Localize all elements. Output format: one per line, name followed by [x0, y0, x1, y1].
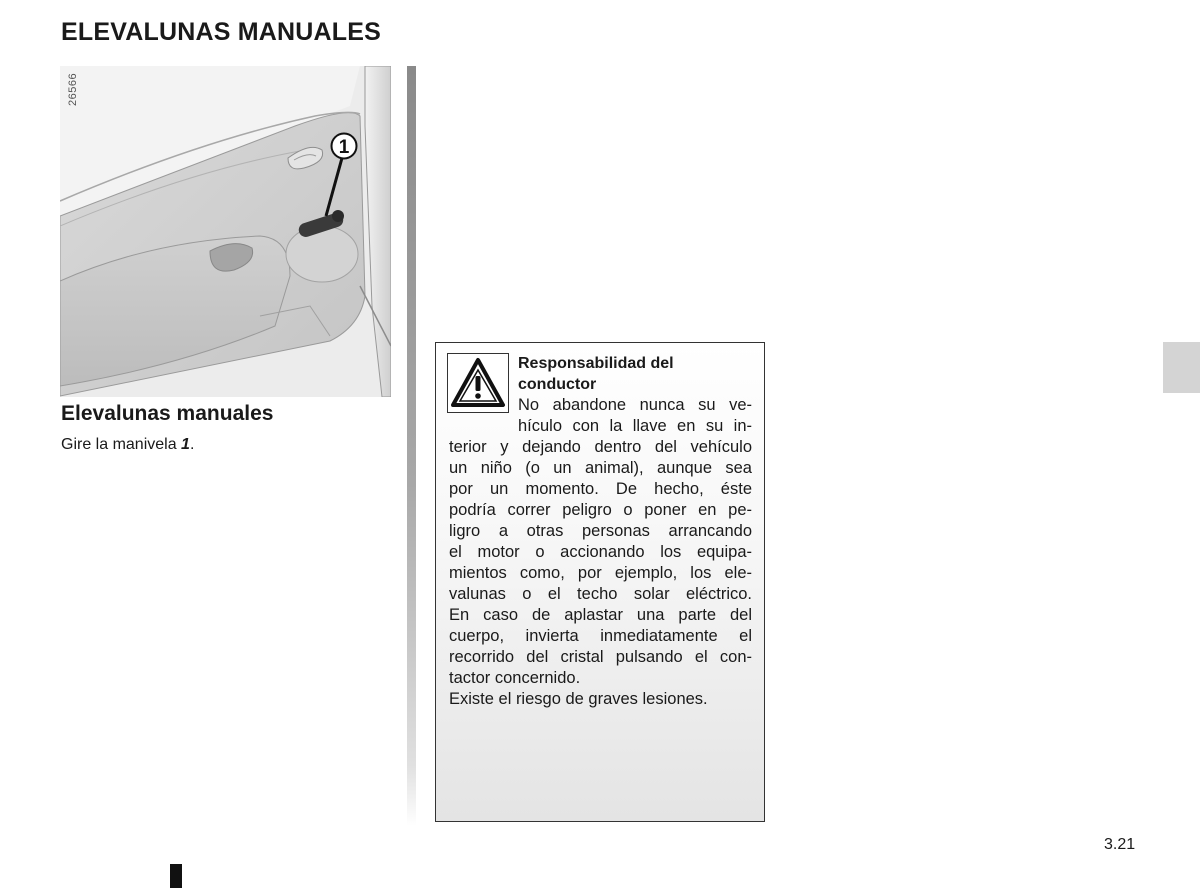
instruction-lead: Gire la manivela [61, 436, 182, 453]
figure-code: 26566 [67, 72, 79, 106]
warning-text-line: un niño (o un animal), aunque sea [449, 459, 752, 477]
instruction-text [61, 436, 194, 454]
instruction-end: . [189, 436, 195, 453]
warning-text-line: No abandone nunca su ve- [518, 396, 752, 414]
printer-mark [170, 864, 182, 888]
warning-text-line: terior y dejando dentro del vehículo [449, 438, 752, 456]
warning-body [449, 437, 752, 710]
warning-text-line: valunas o el techo solar eléctrico. [449, 585, 752, 603]
chapter-side-tab [1163, 342, 1200, 393]
warning-triangle-icon [450, 357, 506, 409]
warning-text-line: por un momento. De hecho, éste [449, 480, 752, 498]
page-number: 3.21 [1104, 836, 1136, 853]
warning-final-line: Existe el riesgo de graves lesiones. [449, 690, 708, 708]
warning-box [435, 342, 765, 822]
section-heading: Elevalunas manuales [61, 402, 274, 425]
warning-text-line: hículo con la llave en su in- [518, 417, 752, 435]
warning-text-line: En caso de aplastar una parte del [449, 606, 752, 624]
warning-text-line: cuerpo, invierta inmediatamente el [449, 627, 752, 645]
warning-title-line: conductor [518, 376, 597, 393]
warning-text-line: el motor o accionando los equipa- [449, 543, 752, 561]
warning-text-line: recorrido del cristal pulsando el con- [449, 648, 752, 666]
warning-text-line: podría correr peligro o poner en pe- [449, 501, 752, 519]
page-title: ELEVALUNAS MANUALES [61, 18, 382, 46]
warning-text-line: tactor concernido. [449, 669, 581, 687]
warning-title-line: Responsabilidad del [518, 355, 674, 372]
callout-number: 1 [338, 137, 350, 158]
warning-first-lines [518, 395, 752, 437]
warning-icon-frame [447, 353, 509, 413]
door-illustration [60, 66, 391, 397]
instruction-ref: 1 [181, 436, 190, 453]
warning-text-line: mientos como, por ejemplo, los ele- [449, 564, 752, 582]
column-divider-bar [407, 66, 416, 826]
warning-text-line: ligro a otras personas arrancando [449, 522, 752, 540]
warning-title [518, 353, 748, 395]
